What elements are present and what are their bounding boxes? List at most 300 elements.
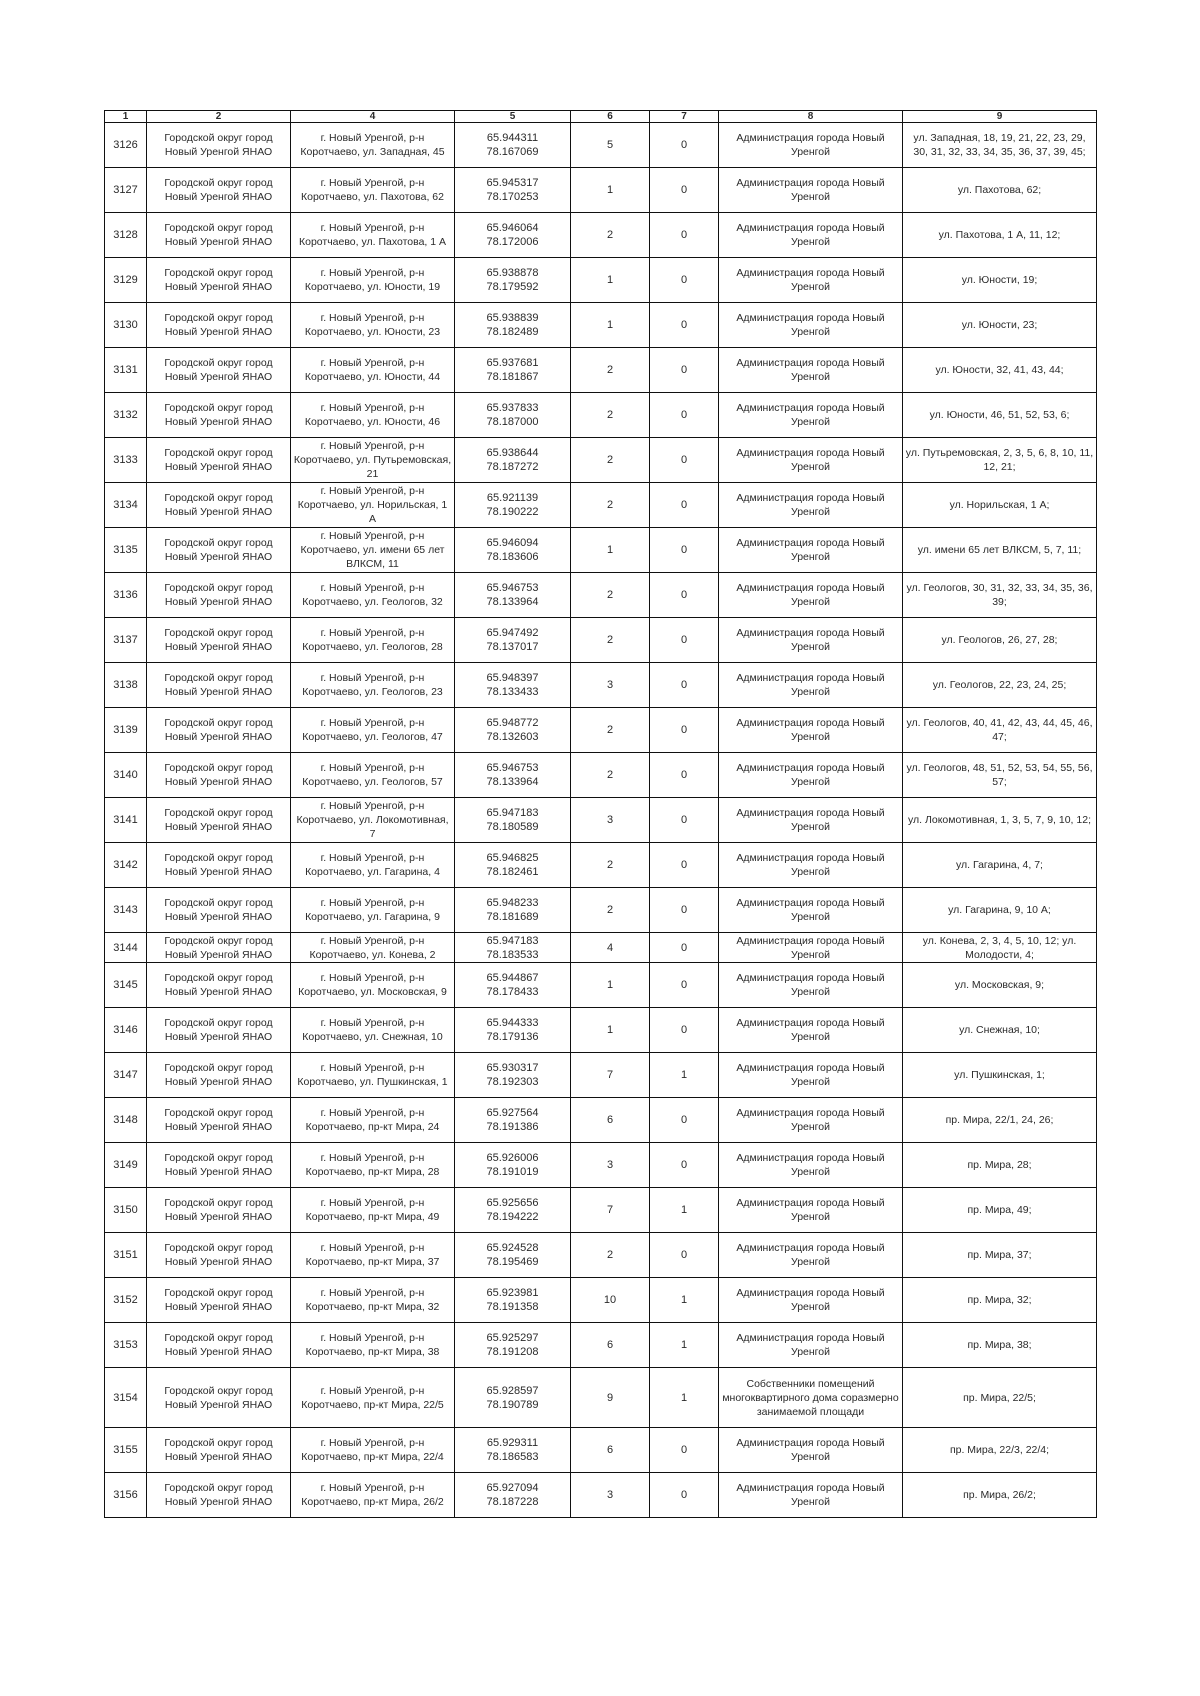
col6-value: 5 <box>571 123 650 168</box>
owner-cell: Администрация города Новый Уренгой <box>719 258 903 303</box>
latitude: 65.937681 <box>486 357 539 369</box>
owner-cell: Администрация города Новый Уренгой <box>719 1233 903 1278</box>
latitude: 65.925297 <box>486 1332 539 1344</box>
coordinates-cell <box>455 1428 571 1473</box>
row-number: 3148 <box>105 1098 147 1143</box>
col7-value: 0 <box>650 708 719 753</box>
owner-cell: Администрация города Новый Уренгой <box>719 933 903 963</box>
latitude: 65.924528 <box>486 1242 539 1254</box>
coordinates-cell <box>455 708 571 753</box>
objects-cell: пр. Мира, 22/3, 22/4; <box>903 1428 1097 1473</box>
col6-value: 1 <box>571 1008 650 1053</box>
objects-cell: ул. Пушкинская, 1; <box>903 1053 1097 1098</box>
objects-cell: пр. Мира, 22/5; <box>903 1368 1097 1428</box>
owner-cell: Администрация города Новый Уренгой <box>719 1473 903 1518</box>
longitude: 78.167069 <box>486 146 539 158</box>
owner-cell: Администрация города Новый Уренгой <box>719 753 903 798</box>
owner-cell: Администрация города Новый Уренгой <box>719 528 903 573</box>
owner-cell: Администрация города Новый Уренгой <box>719 1428 903 1473</box>
col7-value: 0 <box>650 933 719 963</box>
col7-value: 0 <box>650 753 719 798</box>
address-cell: г. Новый Уренгой, р-н Коротчаево, ул. Норильская, 1 А <box>291 483 455 528</box>
header-col-5: 5 <box>455 111 571 123</box>
latitude: 65.947492 <box>486 627 539 639</box>
coordinates-cell <box>455 888 571 933</box>
address-cell: г. Новый Уренгой, р-н Коротчаево, ул. Снежная, 10 <box>291 1008 455 1053</box>
address-cell: г. Новый Уренгой, р-н Коротчаево, ул. Пахотова, 62 <box>291 168 455 213</box>
objects-cell: ул. Западная, 18, 19, 21, 22, 23, 29, 30, 31, 32, 33, 34, 35, 36, 37, 39, 45; <box>903 123 1097 168</box>
objects-cell: ул. Локомотивная, 1, 3, 5, 7, 9, 10, 12; <box>903 798 1097 843</box>
col7-value: 0 <box>650 168 719 213</box>
col6-value: 3 <box>571 1143 650 1188</box>
objects-cell: ул. Геологов, 30, 31, 32, 33, 34, 35, 36, 39; <box>903 573 1097 618</box>
latitude: 65.926006 <box>486 1152 539 1164</box>
latitude: 65.938839 <box>486 312 539 324</box>
coordinates-cell <box>455 1008 571 1053</box>
municipality-cell: Городской округ город Новый Уренгой ЯНАО <box>147 1188 291 1233</box>
table-row <box>105 123 1097 168</box>
coordinates-cell <box>455 1368 571 1428</box>
objects-cell: ул. Юности, 46, 51, 52, 53, 6; <box>903 393 1097 438</box>
col7-value: 0 <box>650 213 719 258</box>
address-cell: г. Новый Уренгой, р-н Коротчаево, ул. Пушкинская, 1 <box>291 1053 455 1098</box>
col7-value: 0 <box>650 393 719 438</box>
col7-value: 0 <box>650 888 719 933</box>
longitude: 78.179136 <box>486 1031 539 1043</box>
address-cell: г. Новый Уренгой, р-н Коротчаево, ул. Московская, 9 <box>291 963 455 1008</box>
objects-cell: ул. Снежная, 10; <box>903 1008 1097 1053</box>
owner-cell: Администрация города Новый Уренгой <box>719 393 903 438</box>
longitude: 78.132603 <box>486 731 539 743</box>
col7-value: 0 <box>650 1473 719 1518</box>
address-cell: г. Новый Уренгой, р-н Коротчаево, ул. Геологов, 23 <box>291 663 455 708</box>
longitude: 78.186583 <box>486 1451 539 1463</box>
coordinates-cell <box>455 123 571 168</box>
table-row <box>105 1368 1097 1428</box>
longitude: 78.181867 <box>486 371 539 383</box>
longitude: 78.183533 <box>486 948 539 961</box>
latitude: 65.944311 <box>486 132 539 144</box>
municipality-cell: Городской округ город Новый Уренгой ЯНАО <box>147 1233 291 1278</box>
owner-cell: Администрация города Новый Уренгой <box>719 1188 903 1233</box>
col7-value: 0 <box>650 438 719 483</box>
longitude: 78.172006 <box>486 236 539 248</box>
table-row <box>105 1098 1097 1143</box>
row-number: 3143 <box>105 888 147 933</box>
objects-cell: ул. Геологов, 40, 41, 42, 43, 44, 45, 46, 47; <box>903 708 1097 753</box>
owner-cell: Администрация города Новый Уренгой <box>719 303 903 348</box>
objects-cell: ул. Пахотова, 62; <box>903 168 1097 213</box>
row-number: 3140 <box>105 753 147 798</box>
table-body <box>105 123 1097 1518</box>
table-row <box>105 1278 1097 1323</box>
coordinates-cell <box>455 843 571 888</box>
latitude: 65.946064 <box>486 222 539 234</box>
col7-value: 0 <box>650 1098 719 1143</box>
municipality-cell: Городской округ город Новый Уренгой ЯНАО <box>147 1473 291 1518</box>
table-row <box>105 1428 1097 1473</box>
longitude: 78.194222 <box>486 1211 539 1223</box>
coordinates-cell <box>455 168 571 213</box>
address-cell: г. Новый Уренгой, р-н Коротчаево, пр-кт Мира, 22/4 <box>291 1428 455 1473</box>
latitude: 65.921139 <box>486 492 539 504</box>
table-row <box>105 933 1097 963</box>
coordinates-cell <box>455 438 571 483</box>
col6-value: 2 <box>571 573 650 618</box>
longitude: 78.180589 <box>486 821 539 833</box>
latitude: 65.927564 <box>486 1107 539 1119</box>
longitude: 78.187000 <box>486 416 539 428</box>
header-col-2: 2 <box>147 111 291 123</box>
coordinates-cell <box>455 393 571 438</box>
latitude: 65.948397 <box>486 672 539 684</box>
address-cell: г. Новый Уренгой, р-н Коротчаево, ул. Геологов, 28 <box>291 618 455 663</box>
municipality-cell: Городской округ город Новый Уренгой ЯНАО <box>147 1143 291 1188</box>
col6-value: 3 <box>571 663 650 708</box>
col6-value: 2 <box>571 438 650 483</box>
objects-cell: ул. Юности, 32, 41, 43, 44; <box>903 348 1097 393</box>
owner-cell: Администрация города Новый Уренгой <box>719 888 903 933</box>
address-cell: г. Новый Уренгой, р-н Коротчаево, ул. Локомотивная, 7 <box>291 798 455 843</box>
row-number: 3144 <box>105 933 147 963</box>
objects-cell: ул. Норильская, 1 А; <box>903 483 1097 528</box>
registry-table <box>104 110 1097 1518</box>
col7-value: 0 <box>650 528 719 573</box>
municipality-cell: Городской округ город Новый Уренгой ЯНАО <box>147 483 291 528</box>
owner-cell: Администрация города Новый Уренгой <box>719 1323 903 1368</box>
col6-value: 6 <box>571 1323 650 1368</box>
table-row <box>105 708 1097 753</box>
header-row <box>105 111 1097 123</box>
coordinates-cell <box>455 303 571 348</box>
owner-cell: Администрация города Новый Уренгой <box>719 843 903 888</box>
coordinates-cell <box>455 213 571 258</box>
address-cell: г. Новый Уренгой, р-н Коротчаево, пр-кт Мира, 22/5 <box>291 1368 455 1428</box>
address-cell: г. Новый Уренгой, р-н Коротчаево, ул. Конева, 2 <box>291 933 455 963</box>
table-row <box>105 753 1097 798</box>
longitude: 78.137017 <box>486 641 539 653</box>
col7-value: 0 <box>650 1428 719 1473</box>
longitude: 78.190222 <box>486 506 539 518</box>
coordinates-cell <box>455 1143 571 1188</box>
objects-cell: ул. Юности, 19; <box>903 258 1097 303</box>
objects-cell: ул. Гагарина, 4, 7; <box>903 843 1097 888</box>
col6-value: 2 <box>571 753 650 798</box>
table-row <box>105 303 1097 348</box>
address-cell: г. Новый Уренгой, р-н Коротчаево, ул. Гагарина, 9 <box>291 888 455 933</box>
table-row <box>105 528 1097 573</box>
latitude: 65.948772 <box>486 717 539 729</box>
objects-cell: пр. Мира, 22/1, 24, 26; <box>903 1098 1097 1143</box>
objects-cell: пр. Мира, 32; <box>903 1278 1097 1323</box>
coordinates-cell <box>455 258 571 303</box>
owner-cell: Администрация города Новый Уренгой <box>719 1053 903 1098</box>
address-cell: г. Новый Уренгой, р-н Коротчаево, ул. имени 65 лет ВЛКСМ, 11 <box>291 528 455 573</box>
longitude: 78.182489 <box>486 326 539 338</box>
longitude: 78.181689 <box>486 911 539 923</box>
longitude: 78.190789 <box>486 1398 539 1411</box>
table-row <box>105 393 1097 438</box>
col6-value: 1 <box>571 258 650 303</box>
col6-value: 2 <box>571 1233 650 1278</box>
coordinates-cell <box>455 753 571 798</box>
coordinates-cell <box>455 483 571 528</box>
objects-cell: ул. Пахотова, 1 А, 11, 12; <box>903 213 1097 258</box>
row-number: 3156 <box>105 1473 147 1518</box>
owner-cell: Администрация города Новый Уренгой <box>719 708 903 753</box>
row-number: 3137 <box>105 618 147 663</box>
coordinates-cell <box>455 1278 571 1323</box>
table-row <box>105 1473 1097 1518</box>
col6-value: 2 <box>571 483 650 528</box>
row-number: 3154 <box>105 1368 147 1428</box>
latitude: 65.946753 <box>486 762 539 774</box>
latitude: 65.938878 <box>486 267 539 279</box>
col6-value: 7 <box>571 1053 650 1098</box>
table-row <box>105 963 1097 1008</box>
header-col-9: 9 <box>903 111 1097 123</box>
row-number: 3127 <box>105 168 147 213</box>
municipality-cell: Городской округ город Новый Уренгой ЯНАО <box>147 663 291 708</box>
header-col-1: 1 <box>105 111 147 123</box>
municipality-cell: Городской округ город Новый Уренгой ЯНАО <box>147 1053 291 1098</box>
row-number: 3126 <box>105 123 147 168</box>
col7-value: 0 <box>650 798 719 843</box>
table-row <box>105 258 1097 303</box>
row-number: 3149 <box>105 1143 147 1188</box>
col6-value: 3 <box>571 1473 650 1518</box>
col7-value: 1 <box>650 1368 719 1428</box>
coordinates-cell <box>455 573 571 618</box>
objects-cell: пр. Мира, 38; <box>903 1323 1097 1368</box>
owner-cell: Администрация города Новый Уренгой <box>719 663 903 708</box>
row-number: 3153 <box>105 1323 147 1368</box>
row-number: 3136 <box>105 573 147 618</box>
address-cell: г. Новый Уренгой, р-н Коротчаево, ул. Юности, 44 <box>291 348 455 393</box>
address-cell: г. Новый Уренгой, р-н Коротчаево, пр-кт Мира, 32 <box>291 1278 455 1323</box>
coordinates-cell <box>455 348 571 393</box>
col7-value: 1 <box>650 1278 719 1323</box>
col6-value: 7 <box>571 1188 650 1233</box>
address-cell: г. Новый Уренгой, р-н Коротчаево, пр-кт Мира, 49 <box>291 1188 455 1233</box>
address-cell: г. Новый Уренгой, р-н Коротчаево, ул. Юности, 19 <box>291 258 455 303</box>
objects-cell: ул. Геологов, 26, 27, 28; <box>903 618 1097 663</box>
coordinates-cell <box>455 1323 571 1368</box>
col7-value: 0 <box>650 573 719 618</box>
table-row <box>105 1233 1097 1278</box>
col6-value: 3 <box>571 798 650 843</box>
longitude: 78.191358 <box>486 1301 539 1313</box>
table-row <box>105 888 1097 933</box>
latitude: 65.946094 <box>486 537 539 549</box>
col7-value: 1 <box>650 1188 719 1233</box>
latitude: 65.929311 <box>486 1437 539 1449</box>
municipality-cell: Городской округ город Новый Уренгой ЯНАО <box>147 438 291 483</box>
table-row <box>105 573 1097 618</box>
table-row <box>105 168 1097 213</box>
col7-value: 0 <box>650 258 719 303</box>
longitude: 78.178433 <box>486 986 539 998</box>
longitude: 78.192303 <box>486 1076 539 1088</box>
col6-value: 2 <box>571 213 650 258</box>
latitude: 65.928597 <box>486 1384 539 1397</box>
municipality-cell: Городской округ город Новый Уренгой ЯНАО <box>147 213 291 258</box>
table-row <box>105 213 1097 258</box>
owner-cell: Администрация города Новый Уренгой <box>719 618 903 663</box>
municipality-cell: Городской округ город Новый Уренгой ЯНАО <box>147 888 291 933</box>
row-number: 3155 <box>105 1428 147 1473</box>
coordinates-cell <box>455 1473 571 1518</box>
coordinates-cell <box>455 1233 571 1278</box>
col7-value: 0 <box>650 303 719 348</box>
longitude: 78.195469 <box>486 1256 539 1268</box>
municipality-cell: Городской округ город Новый Уренгой ЯНАО <box>147 963 291 1008</box>
owner-cell: Администрация города Новый Уренгой <box>719 798 903 843</box>
table-row <box>105 438 1097 483</box>
table-row <box>105 618 1097 663</box>
table-header <box>105 111 1097 123</box>
coordinates-cell <box>455 933 571 963</box>
row-number: 3146 <box>105 1008 147 1053</box>
longitude: 78.187272 <box>486 461 539 473</box>
col7-value: 0 <box>650 1008 719 1053</box>
col7-value: 0 <box>650 348 719 393</box>
col7-value: 1 <box>650 1053 719 1098</box>
address-cell: г. Новый Уренгой, р-н Коротчаево, ул. Юности, 46 <box>291 393 455 438</box>
address-cell: г. Новый Уренгой, р-н Коротчаево, пр-кт Мира, 26/2 <box>291 1473 455 1518</box>
objects-cell: ул. Юности, 23; <box>903 303 1097 348</box>
header-col-4: 4 <box>291 111 455 123</box>
coordinates-cell <box>455 528 571 573</box>
objects-cell: ул. Геологов, 48, 51, 52, 53, 54, 55, 56, 57; <box>903 753 1097 798</box>
col6-value: 2 <box>571 843 650 888</box>
table-row <box>105 798 1097 843</box>
row-number: 3142 <box>105 843 147 888</box>
col7-value: 0 <box>650 963 719 1008</box>
coordinates-cell <box>455 618 571 663</box>
longitude: 78.133964 <box>486 776 539 788</box>
coordinates-cell <box>455 1053 571 1098</box>
owner-cell: Администрация города Новый Уренгой <box>719 1278 903 1323</box>
row-number: 3151 <box>105 1233 147 1278</box>
row-number: 3131 <box>105 348 147 393</box>
owner-cell: Администрация города Новый Уренгой <box>719 123 903 168</box>
row-number: 3152 <box>105 1278 147 1323</box>
owner-cell: Администрация города Новый Уренгой <box>719 1098 903 1143</box>
col6-value: 4 <box>571 933 650 963</box>
row-number: 3133 <box>105 438 147 483</box>
address-cell: г. Новый Уренгой, р-н Коротчаево, ул. Пахотова, 1 А <box>291 213 455 258</box>
row-number: 3134 <box>105 483 147 528</box>
address-cell: г. Новый Уренгой, р-н Коротчаево, ул. Юности, 23 <box>291 303 455 348</box>
latitude: 65.930317 <box>486 1062 539 1074</box>
table-row <box>105 1008 1097 1053</box>
row-number: 3132 <box>105 393 147 438</box>
objects-cell: ул. имени 65 лет ВЛКСМ, 5, 7, 11; <box>903 528 1097 573</box>
coordinates-cell <box>455 1188 571 1233</box>
row-number: 3130 <box>105 303 147 348</box>
col6-value: 6 <box>571 1428 650 1473</box>
header-col-8: 8 <box>719 111 903 123</box>
owner-cell: Администрация города Новый Уренгой <box>719 483 903 528</box>
address-cell: г. Новый Уренгой, р-н Коротчаево, ул. Геологов, 32 <box>291 573 455 618</box>
col7-value: 0 <box>650 618 719 663</box>
address-cell: г. Новый Уренгой, р-н Коротчаево, ул. Гагарина, 4 <box>291 843 455 888</box>
latitude: 65.927094 <box>486 1482 539 1494</box>
latitude: 65.937833 <box>486 402 539 414</box>
col6-value: 2 <box>571 618 650 663</box>
latitude: 65.947183 <box>486 807 539 819</box>
municipality-cell: Городской округ город Новый Уренгой ЯНАО <box>147 1368 291 1428</box>
address-cell: г. Новый Уренгой, р-н Коротчаево, ул. Геологов, 47 <box>291 708 455 753</box>
municipality-cell: Городской округ город Новый Уренгой ЯНАО <box>147 168 291 213</box>
latitude: 65.925656 <box>486 1197 539 1209</box>
longitude: 78.179592 <box>486 281 539 293</box>
objects-cell: ул. Геологов, 22, 23, 24, 25; <box>903 663 1097 708</box>
col7-value: 0 <box>650 843 719 888</box>
address-cell: г. Новый Уренгой, р-н Коротчаево, ул. Путьремовская, 21 <box>291 438 455 483</box>
owner-cell: Администрация города Новый Уренгой <box>719 348 903 393</box>
col6-value: 6 <box>571 1098 650 1143</box>
municipality-cell: Городской округ город Новый Уренгой ЯНАО <box>147 708 291 753</box>
objects-cell: ул. Конева, 2, 3, 4, 5, 10, 12; ул. Молодости, 4; <box>903 933 1097 963</box>
latitude: 65.948233 <box>486 897 539 909</box>
table-row <box>105 348 1097 393</box>
municipality-cell: Городской округ город Новый Уренгой ЯНАО <box>147 618 291 663</box>
municipality-cell: Городской округ город Новый Уренгой ЯНАО <box>147 798 291 843</box>
col6-value: 2 <box>571 888 650 933</box>
row-number: 3145 <box>105 963 147 1008</box>
address-cell: г. Новый Уренгой, р-н Коротчаево, пр-кт Мира, 37 <box>291 1233 455 1278</box>
longitude: 78.191019 <box>486 1166 539 1178</box>
objects-cell: пр. Мира, 49; <box>903 1188 1097 1233</box>
latitude: 65.946825 <box>486 852 539 864</box>
col6-value: 2 <box>571 393 650 438</box>
owner-cell: Администрация города Новый Уренгой <box>719 963 903 1008</box>
table-row <box>105 1143 1097 1188</box>
latitude: 65.945317 <box>486 177 539 189</box>
longitude: 78.191386 <box>486 1121 539 1133</box>
row-number: 3147 <box>105 1053 147 1098</box>
row-number: 3128 <box>105 213 147 258</box>
owner-cell: Администрация города Новый Уренгой <box>719 573 903 618</box>
row-number: 3139 <box>105 708 147 753</box>
longitude: 78.182461 <box>486 866 539 878</box>
longitude: 78.187228 <box>486 1496 539 1508</box>
address-cell: г. Новый Уренгой, р-н Коротчаево, пр-кт Мира, 24 <box>291 1098 455 1143</box>
table-row <box>105 1188 1097 1233</box>
address-cell: г. Новый Уренгой, р-н Коротчаево, пр-кт Мира, 38 <box>291 1323 455 1368</box>
col6-value: 2 <box>571 348 650 393</box>
objects-cell: ул. Московская, 9; <box>903 963 1097 1008</box>
col7-value: 0 <box>650 663 719 708</box>
longitude: 78.133964 <box>486 596 539 608</box>
col6-value: 1 <box>571 168 650 213</box>
municipality-cell: Городской округ город Новый Уренгой ЯНАО <box>147 1278 291 1323</box>
row-number: 3150 <box>105 1188 147 1233</box>
longitude: 78.170253 <box>486 191 539 203</box>
latitude: 65.947183 <box>486 934 539 947</box>
longitude: 78.191208 <box>486 1346 539 1358</box>
objects-cell: пр. Мира, 37; <box>903 1233 1097 1278</box>
objects-cell: пр. Мира, 26/2; <box>903 1473 1097 1518</box>
col6-value: 10 <box>571 1278 650 1323</box>
col7-value: 1 <box>650 1323 719 1368</box>
municipality-cell: Городской округ город Новый Уренгой ЯНАО <box>147 528 291 573</box>
municipality-cell: Городской округ город Новый Уренгой ЯНАО <box>147 348 291 393</box>
owner-cell: Администрация города Новый Уренгой <box>719 1143 903 1188</box>
latitude: 65.938644 <box>486 447 539 459</box>
